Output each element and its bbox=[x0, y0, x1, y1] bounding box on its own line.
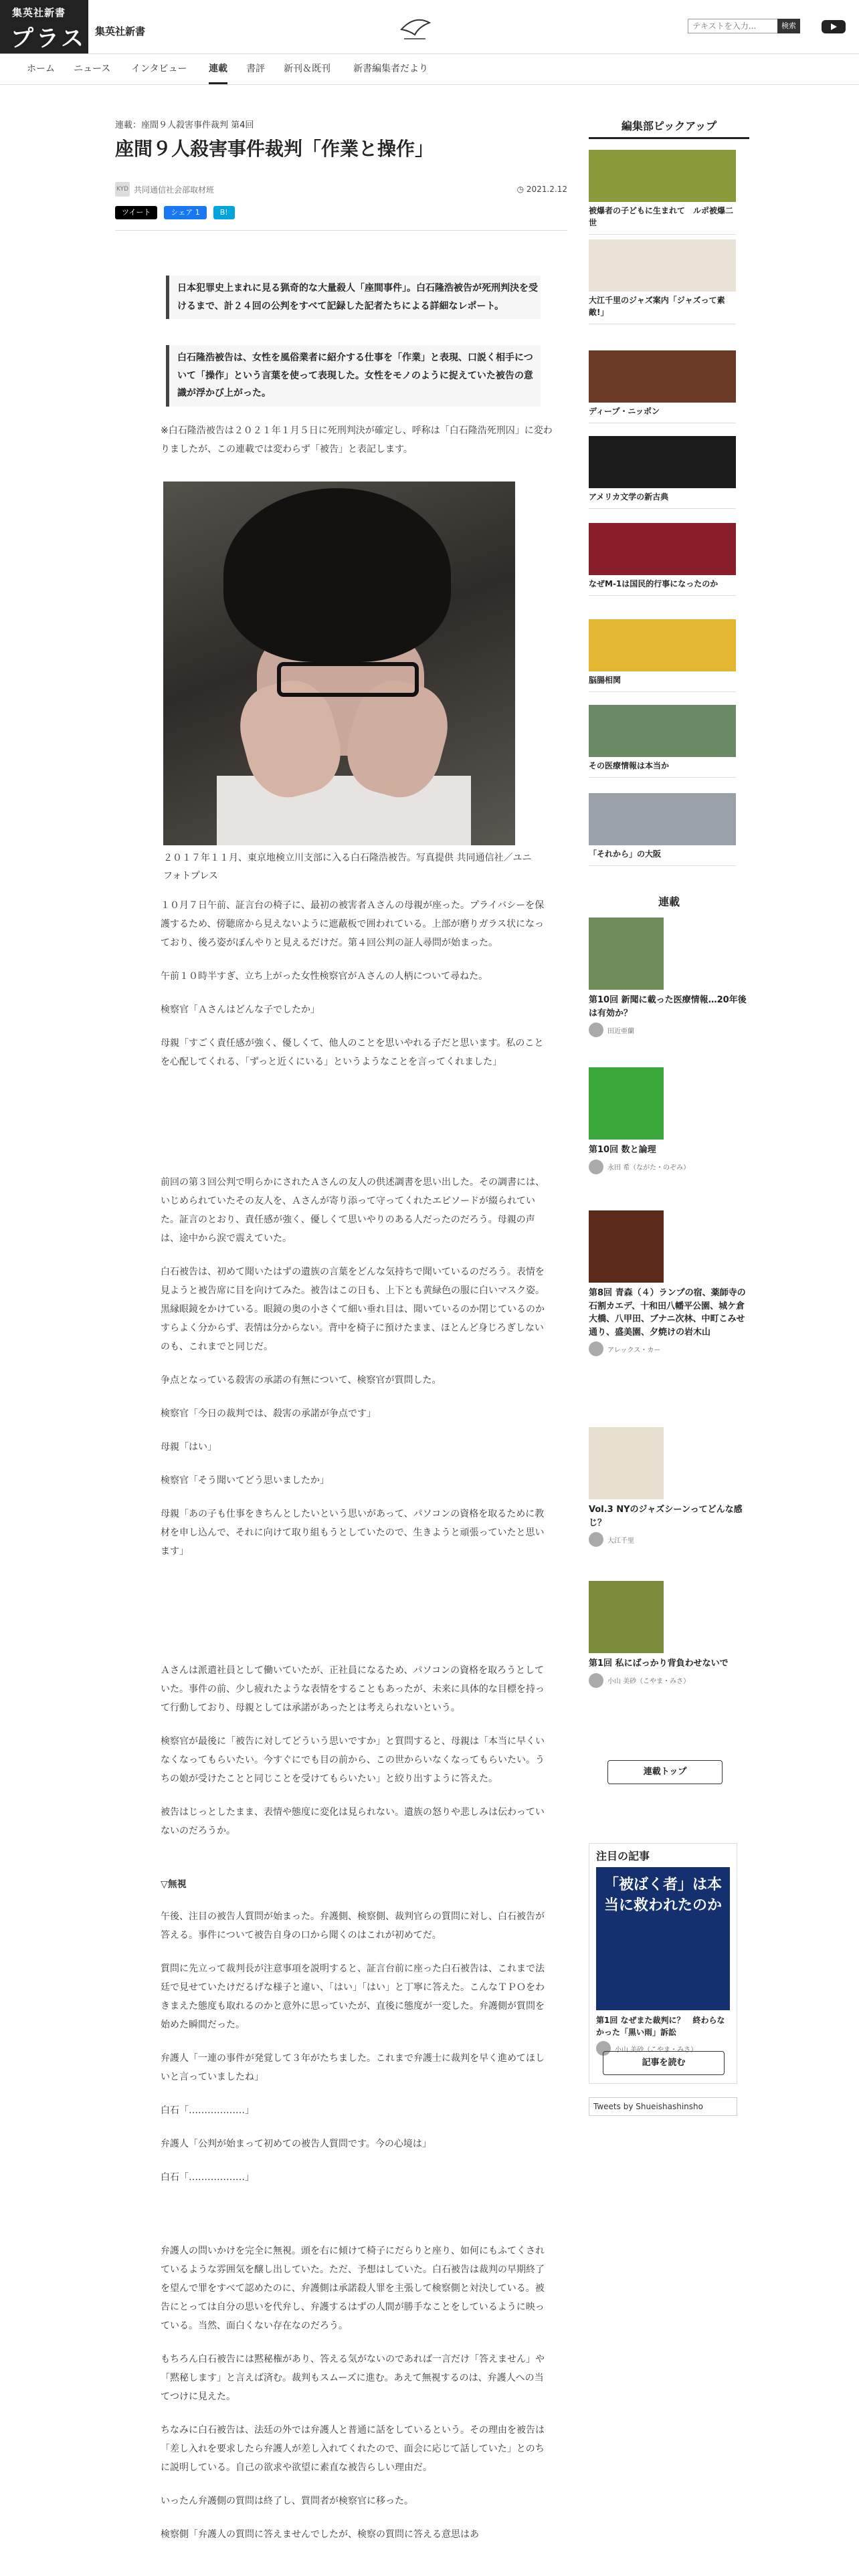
author-name: 小山 美砂（こやま・みさ） bbox=[615, 2046, 698, 2054]
body-paragraph: 争点となっている殺害の承諾の有無について、検察官が質問した。 bbox=[161, 1375, 442, 1386]
pickup-label: 「それから」の大阪 bbox=[589, 849, 662, 859]
pickup-label: 脳腸相関 bbox=[589, 675, 622, 685]
sidebar bbox=[589, 118, 749, 2111]
author-avatar bbox=[589, 1160, 603, 1174]
bird-logo-icon[interactable] bbox=[395, 8, 435, 45]
body-paragraph: 検察官が最後に「被告に対してどういう思いですか」と質問すると、母親は「本当に早くいなくなってもらいたい。今すぐにでも目の前から、この世からいなくなってもらいたい。うちの娘が受けたことと同じことを受けてもらいたい」と絞り出すように答えた。 bbox=[161, 1736, 545, 1784]
body-paragraph: 前回の第３回公判で明らかにされたＡさんの友人の供述調書を思い出した。その調書には、いじめられていたその友人を、Ａさんが寄り添って守ってくれたエピソードが綴られていた。証言のとおり、責任感が強く、優しくて思いやりのある人だったのだろう。母親の声は、途中から涙で震えていた。 bbox=[161, 1177, 545, 1244]
series-label: 第10回 数と論理 bbox=[589, 1145, 656, 1155]
pickup-thumbnail bbox=[589, 705, 736, 757]
body-paragraph: 検察官「Ａさんはどんな子でしたか」 bbox=[161, 1004, 320, 1015]
author-name: 小山 美砂（こやま・みさ） bbox=[607, 1678, 690, 1685]
body-paragraph: １０月７日午前、証言台の椅子に、最初の被害者Ａさんの母親が座った。プライバシーを保護するため、傍聴席から見えないように遮蔽板で囲われている。上部が磨りガラス状になっており、後ろ姿がぼんやりと見えるだけだ。第４回公判の証人尋問が始まった。 bbox=[161, 900, 545, 948]
body-paragraph: 質問に先立って裁判長が注意事項を説明すると、証言台前に座った白石被告は、これまで法廷で見せていたけだるげな様子と違い、「はい」「はい」と丁寧に答えた。こんなＴＰＯをわきまえた態度も取れるのかと意外に思っていたが、直後に態度が一変した。弁護側が質問を始めた瞬間だった。 bbox=[161, 1963, 545, 2030]
pickup-item[interactable] bbox=[589, 793, 736, 866]
pickup-thumbnail bbox=[589, 150, 736, 202]
series-top-button[interactable]: 連載トップ bbox=[607, 1760, 723, 1784]
pickup-label: なぜM-1は国民的行事になったのか bbox=[589, 579, 719, 588]
body-paragraph: 母親「はい」 bbox=[161, 1442, 217, 1453]
site-logo[interactable] bbox=[0, 0, 88, 53]
body-paragraph: 白石「………………」 bbox=[161, 2105, 254, 2116]
author-name: 永田 希（ながた・のぞみ） bbox=[607, 1164, 690, 1172]
author-avatar bbox=[589, 1341, 603, 1356]
attention-heading: 注目の記事 bbox=[596, 1850, 650, 1862]
page-title: 座間９人殺害事件裁判「作業と操作」 bbox=[115, 138, 434, 160]
main-nav bbox=[0, 53, 859, 85]
twitter-timeline-link[interactable]: Tweets by Shueishashinsho bbox=[589, 2097, 737, 2116]
read-article-button[interactable]: 記事を読む bbox=[603, 2051, 725, 2075]
series-label: 第1回 私にばっかり背負わせないで bbox=[589, 1658, 729, 1669]
article bbox=[115, 118, 567, 2540]
body-section-2 bbox=[161, 1173, 546, 1576]
body-paragraph: 午後、注目の被告人質問が始まった。弁護側、検察側、裁判官らの質問に対し、白石被告が答える。事件について被告自身の口から聞くのはこれが初めてだ。 bbox=[161, 1911, 545, 1941]
series-thumbnail bbox=[589, 918, 664, 990]
body-paragraph: 検察官「今日の裁判では、殺害の承諾が争点です」 bbox=[161, 1408, 376, 1419]
series-author bbox=[589, 1341, 749, 1356]
series-item[interactable] bbox=[589, 1427, 749, 1547]
date-text: 2021.2.12 bbox=[526, 185, 567, 194]
divider bbox=[589, 508, 736, 509]
publish-date bbox=[517, 185, 567, 194]
pickup-thumbnail bbox=[589, 523, 736, 575]
body-section-1 bbox=[161, 896, 546, 1086]
attention-thumbnail[interactable]: 「被ばく者」は本当に救われたのか bbox=[596, 1867, 730, 2010]
pickup-item[interactable] bbox=[589, 619, 736, 692]
share-buttons bbox=[115, 206, 235, 219]
nav-home[interactable]: ホーム bbox=[27, 64, 55, 74]
divider bbox=[589, 234, 736, 235]
article-photo bbox=[163, 481, 515, 845]
section-subhead: ▽無視 bbox=[161, 1879, 187, 1890]
body-paragraph: 弁護人「一連の事件が発覚して３年がたちました。これまで弁護士に裁判を早く進めてほしいと言っていましたね」 bbox=[161, 2053, 545, 2082]
pickup-item[interactable] bbox=[589, 705, 736, 778]
pickup-thumbnail bbox=[589, 793, 736, 845]
body-paragraph: 白石「………………」 bbox=[161, 2172, 254, 2183]
series-item[interactable] bbox=[589, 1581, 749, 1688]
series-label[interactable]: 連載：座間９人殺害事件裁判 第4回 bbox=[115, 120, 254, 130]
body-paragraph: もちろん白石被告には黙秘権があり、答える気がないのであれば一言だけ「答えません」や「黙秘します」と言えば済む。裁判もスムーズに進む。あえて無視するのは、弁護人への当てつけに見えた。 bbox=[161, 2354, 545, 2402]
body-paragraph: 検察側「弁護人の質問に答えませんでしたが、検察の質問に答える意思はあ bbox=[161, 2529, 479, 2540]
body-paragraph: 被告はじっとしたまま、表情や態度に変化は見られない。遺族の怒りや悲しみは伝わっていないのだろうか。 bbox=[161, 1807, 545, 1836]
body-paragraph: 弁護人「公判が始まって初めての被告人質問です。今の心境は」 bbox=[161, 2139, 432, 2149]
pickup-thumbnail bbox=[589, 239, 736, 292]
series-label: 第8回 青森（４）ランプの宿、薬師寺の石割カエデ、十和田八幡平公園、城ケ倉大橋、八甲田、ブナニ次林、中町こみせ通り、盛美園、夕焼けの岩木山 bbox=[589, 1288, 746, 1337]
body-paragraph: 母親「すごく責任感が強く、優しくて、他人のことを思いやれる子だと思います。私のことを心配してくれる、「ずっと近くにいる」というようなことを言ってくれました」 bbox=[161, 1038, 544, 1067]
series-item[interactable] bbox=[589, 1210, 749, 1356]
series-thumbnail bbox=[589, 1067, 664, 1140]
author-avatar bbox=[589, 1023, 603, 1037]
attention-label[interactable]: 第1回 なぜまた裁判に？ 終わらなかった「黒い雨」訴訟 bbox=[596, 2016, 725, 2037]
author-name: 大江千里 bbox=[607, 1537, 634, 1545]
body-paragraph: 白石被告は、初めて聞いたはずの遺族の言葉をどんな気持ちで聞いているのだろう。表情を見ようと被告席に目を向けてみた。被告はこの日も、上下とも黄緑色の服に白いマスク姿。黒縁眼鏡をかけている。眼鏡の奥の小さくて細い垂れ目は、聞いているのか閉じているのかすらよく分からず、表情は分からない。背中を椅子に預けたまま、ほとんど身じろぎしないのも、これまでと同じだ。 bbox=[161, 1267, 545, 1352]
pickup-thumbnail bbox=[589, 619, 736, 671]
nav-new-books[interactable]: 新刊＆既刊 bbox=[284, 64, 330, 74]
lead-paragraph: 日本犯罪史上まれに見る猟奇的な大量殺人「座間事件」。白石隆浩被告が死刑判決を受けるまで、計２４回の公判をすべて記録した記者たちによる詳細なレポート。 bbox=[166, 276, 541, 319]
photo-glasses bbox=[277, 662, 419, 697]
body-paragraph: ちなみに白石被告は、法廷の外では弁護人と普通に話をしているという。その理由を被告は「差し入れを要求したら弁護人が差し入れてくれたので、面会に応じて話していた」とのちに説明している。自己の欲求や欲望に素直な被告らしい理由だ。 bbox=[161, 2425, 545, 2473]
logo-big-text: プラス bbox=[11, 25, 86, 52]
clock-icon: ◷ bbox=[516, 185, 527, 194]
body-paragraph: いったん弁護側の質問は終了し、質問者が検察官に移った。 bbox=[161, 2496, 413, 2506]
series-label: 第10回 新聞に載った医療情報…20年後は有効か？ bbox=[589, 995, 747, 1018]
photo-hair bbox=[223, 488, 451, 662]
series-thumbnail bbox=[589, 1210, 664, 1283]
divider bbox=[589, 691, 736, 692]
pickup-item[interactable] bbox=[589, 350, 736, 423]
nav-series[interactable]: 連載 bbox=[209, 53, 227, 84]
series-item[interactable] bbox=[589, 1067, 749, 1174]
series-item[interactable] bbox=[589, 918, 749, 1037]
search-input[interactable] bbox=[688, 19, 781, 33]
body-paragraph: 弁護人の問いかけを完全に無視。頭を右に傾けて椅子にだらりと座り、如何にもふてくされているような雰囲気を醸し出していた。ただ、予想はしていた。白石被告は裁判の早期終了を望んで罪をすべて認めたのに、弁護側は承諾殺人罪を主張して検察側と対決している。被告にとっては自分の思いを代弁し、弁護するはずの人間が勝手なことをしているように映っている。当然、面白くない存在なのだろう。 bbox=[161, 2246, 545, 2331]
photo-caption: ２０１７年１１月、東京地検立川支部に入る白石隆浩被告。写真提供 共同通信社／ユニフォトプレス bbox=[163, 853, 532, 881]
divider bbox=[589, 865, 736, 866]
photo-shirt bbox=[217, 776, 471, 845]
body-section-3 bbox=[161, 1661, 546, 1855]
nav-editor-letters[interactable]: 新書編集者だより bbox=[353, 64, 428, 74]
series-author bbox=[589, 1532, 749, 1547]
hatena-bookmark-button[interactable]: B! bbox=[213, 206, 235, 219]
pickup-item[interactable] bbox=[589, 150, 736, 235]
body-section-4 bbox=[161, 1907, 546, 2202]
logo-subtitle: 集英社新書 bbox=[95, 25, 146, 37]
series-thumbnail bbox=[589, 1427, 664, 1499]
nav-news[interactable]: ニュース bbox=[74, 64, 111, 74]
pickup-label: ディープ・ニッポン bbox=[589, 407, 660, 416]
author-line[interactable] bbox=[115, 182, 214, 197]
site-header bbox=[0, 0, 859, 54]
pickup-item[interactable] bbox=[589, 523, 736, 596]
note-text: ※白石隆浩被告は２０２１年１月５日に死刑判決が確定し、呼称は「白石隆浩死刑囚」に変わりましたが、この連載では変わらず「被告」と表記します。 bbox=[161, 425, 553, 455]
pickup-item[interactable] bbox=[589, 436, 736, 509]
pickup-label: その医療情報は本当か bbox=[589, 761, 670, 770]
pickup-thumbnail bbox=[589, 350, 736, 403]
nav-review[interactable]: 書評 bbox=[246, 64, 265, 74]
body-paragraph: 母親「あの子も仕事をきちんとしたいという思いがあって、パソコンの資格を取るために教材を申し込んで、それに向けて取り組もうとしていたので、生きようと頑張っていたと思います」 bbox=[161, 1509, 545, 1557]
youtube-icon[interactable] bbox=[820, 16, 847, 37]
pickup-item[interactable] bbox=[589, 239, 736, 324]
pickup-label: 大江千里のジャズ案内「ジャズって素敵!」 bbox=[589, 296, 725, 317]
pickup-label: アメリカ文学の新古典 bbox=[589, 492, 669, 502]
divider bbox=[589, 595, 736, 596]
series-author bbox=[589, 1160, 749, 1174]
summary-paragraph: 白石隆浩被告は、女性を風俗業者に紹介する仕事を「作業」と表現、口説く相手について「操作」という言葉を使って表現した。女性をモノのように捉えていた被告の意識が浮かび上がった。 bbox=[166, 345, 541, 407]
facebook-share-button[interactable]: シェア 1 bbox=[164, 206, 206, 219]
attention-box bbox=[589, 1843, 737, 2084]
author-name: アレックス・カー bbox=[607, 1346, 661, 1354]
tweet-button[interactable]: ツイート bbox=[115, 206, 157, 219]
nav-interview[interactable]: インタビュー bbox=[131, 64, 187, 74]
series-author bbox=[589, 1023, 749, 1037]
body-paragraph: 検察官「そう聞いてどう思いましたか」 bbox=[161, 1475, 329, 1486]
body-paragraph: 午前１０時半すぎ、立ち上がった女性検察官がＡさんの人柄について尋ねた。 bbox=[161, 971, 488, 982]
divider bbox=[115, 230, 567, 231]
body-section-5 bbox=[161, 2242, 546, 2559]
divider bbox=[589, 777, 736, 778]
pickup-thumbnail bbox=[589, 436, 736, 488]
series-thumbnail bbox=[589, 1581, 664, 1653]
series-author bbox=[589, 1673, 749, 1688]
series-heading: 連載 bbox=[658, 895, 680, 908]
author-name: 共同通信社会部取材班 bbox=[134, 185, 215, 195]
series-label: Vol.3 NYのジャズシーンってどんな感じ？ bbox=[589, 1505, 743, 1528]
author-name: 田近亜蘭 bbox=[607, 1027, 634, 1035]
author-avatar: KYD bbox=[115, 182, 130, 197]
logo-small-text: 集英社新書 bbox=[12, 7, 66, 19]
search-button[interactable]: 検索 bbox=[777, 19, 800, 33]
author-avatar bbox=[589, 1673, 603, 1688]
pickup-label: 被爆者の子どもに生まれて ルポ被爆二世 bbox=[589, 206, 734, 227]
pickup-heading: 編集部ピックアップ bbox=[589, 118, 749, 139]
author-avatar bbox=[589, 1532, 603, 1547]
body-paragraph: Ａさんは派遣社員として働いていたが、正社員になるため、パソコンの資格を取ろうとしていた。事件の前、少し疲れたような表情をすることもあったが、未来に具体的な目標を持って行動しており、母親としては承諾があったとは考えられないという。 bbox=[161, 1665, 545, 1713]
